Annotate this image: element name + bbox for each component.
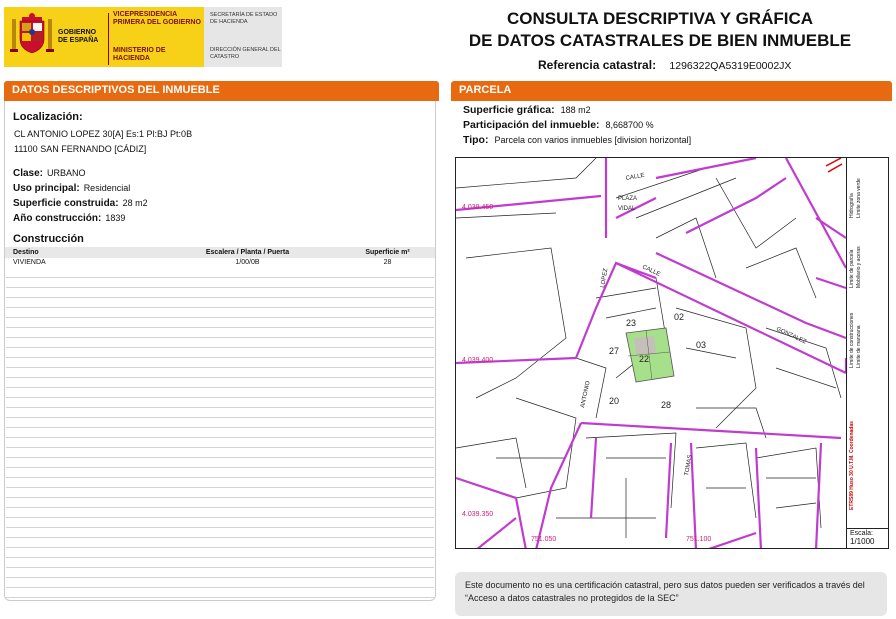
street-label: TOMAS — [684, 454, 694, 477]
header-escalera: Escalera / Planta / Puerta — [205, 249, 290, 256]
section-header-parcela: PARCELA — [451, 81, 892, 101]
tipo-field — [463, 134, 691, 146]
street-label: ANTONIO — [580, 380, 592, 409]
ref-label: Referencia catastral: — [538, 58, 657, 72]
map-drawing — [456, 158, 848, 549]
coord-label: 751.050 — [531, 536, 557, 543]
street-label: CALLE — [625, 172, 646, 182]
hydrography-marker — [826, 158, 842, 172]
government-name: GOBIERNO DE ESPAÑA — [58, 29, 99, 44]
anio-value: 1839 — [105, 213, 126, 223]
participacion-value: 8,668700 % — [605, 120, 654, 130]
construccion-title: Construcción — [13, 233, 84, 245]
anio-field — [13, 213, 125, 224]
legend-item: Límite de construcciones — [849, 312, 855, 368]
legend-item: Hidrografía — [849, 193, 855, 218]
cadastral-map[interactable] — [455, 157, 889, 549]
street-label: PLAZA — [618, 196, 638, 202]
highlighted-parcel[interactable] — [626, 328, 674, 382]
parcel-label: 27 — [609, 346, 620, 356]
coat-of-arms-icon — [10, 11, 54, 59]
cell-superficie: 28 — [383, 259, 392, 266]
clase-label: Clase: — [13, 168, 44, 179]
banner-divider — [108, 13, 109, 65]
parcel-label: 03 — [696, 340, 707, 350]
header-destino: Destino — [13, 249, 39, 256]
participacion-field — [463, 119, 654, 131]
street-label: GONZALEZ — [775, 326, 808, 346]
map-legend — [846, 158, 888, 530]
title-line-2: DE DATOS CATASTRALES DE BIEN INMUEBLE — [468, 31, 852, 50]
sup-grafica-value: 188 m2 — [560, 105, 591, 115]
uso-label: Uso principal: — [13, 183, 80, 194]
superficie-value: 28 m2 — [122, 198, 148, 208]
legend-item: Mobiliario y aceras — [856, 246, 862, 288]
catastro-banner — [204, 7, 282, 67]
ref-value: 1296322QA5319E0002JX — [669, 60, 792, 72]
street-label: VIDAL — [618, 206, 636, 212]
clase-value: URBANO — [47, 168, 86, 178]
parcel-label: 22 — [639, 354, 650, 364]
ministerio-label: MINISTERIO DE HACIENDA — [113, 47, 166, 62]
address-line-2: 11100 SAN FERNANDO [CÁDIZ] — [14, 144, 147, 154]
document-title — [450, 8, 870, 52]
header-superficie: Superficie m² — [365, 249, 410, 256]
uso-value: Residencial — [83, 183, 131, 193]
address-line-1: CL ANTONIO LOPEZ 30[A] Es:1 Pl:BJ Pt:0B — [14, 129, 193, 139]
scale-label: Escala: — [850, 530, 873, 537]
government-banner — [4, 7, 204, 67]
tipo-label: Tipo: — [463, 134, 489, 146]
direccion-label: DIRECCIÓN GENERAL DEL CATASTRO — [210, 47, 281, 60]
cadastral-reference — [538, 58, 791, 72]
construction-table — [5, 247, 435, 267]
superficie-label: Superficie construida: — [13, 198, 119, 209]
uso-field — [13, 183, 130, 194]
legend-item: Límite zona verde — [856, 178, 862, 218]
section-header-descriptive — [4, 81, 439, 101]
parcel-unit-shading — [634, 336, 656, 355]
coord-label: 4.039.400 — [462, 357, 494, 364]
parcel-label: 02 — [674, 312, 685, 322]
superficie-grafica-field — [463, 104, 591, 116]
sup-grafica-label: Superficie gráfica: — [463, 104, 555, 116]
street-labels — [580, 173, 807, 477]
parcel-label: 28 — [661, 400, 672, 410]
coord-label: 4.039.350 — [462, 511, 494, 518]
projection-note: ETRS89 Huso 30 U.T.M. Coordenadas — [849, 421, 855, 510]
table-header — [5, 247, 435, 258]
localizacion-label: Localización: — [13, 111, 83, 123]
coord-label: 4.039.450 — [462, 204, 494, 211]
disclaimer-notice: Este documento no es una certificación catastral, pero sus datos pueden ser verificados a través del “Acceso a datos catastrales no protegidos de la SEC” — [455, 572, 887, 616]
secretaria-label: SECRETARÍA DE ESTADO DE HACIENDA — [210, 12, 278, 25]
map-scale — [846, 528, 888, 548]
vicepresidencia-label: VICEPRESIDENCIA PRIMERA DEL GOBIERNO — [113, 11, 201, 26]
street-label: CALLE — [641, 264, 661, 278]
superficie-field — [13, 198, 148, 209]
legend-item: Límite de parcela — [849, 249, 855, 288]
street-label: LOPEZ — [600, 267, 610, 289]
coord-label: 751.100 — [686, 536, 712, 543]
participacion-label: Participación del inmueble: — [463, 119, 600, 131]
cell-escalera: 1/00/0B — [235, 259, 260, 266]
section-title-b: INMUEBLE — [162, 84, 220, 96]
table-row — [5, 258, 435, 267]
tipo-value: Parcela con varios inmuebles [division horizontal] — [494, 135, 692, 145]
anio-label: Año construcción: — [13, 213, 102, 224]
section-title-a: DATOS DESCRIPTIVOS DEL — [12, 84, 163, 96]
parcel-label: 23 — [626, 318, 637, 328]
government-logo-block — [4, 7, 282, 67]
parcel-label: 20 — [609, 396, 620, 406]
scale-value: 1/1000 — [850, 537, 875, 546]
legend-item: Límite de manzana — [856, 325, 862, 368]
blank-table-rows — [6, 268, 434, 598]
title-line-1: CONSULTA DESCRIPTIVA Y GRÁFICA — [506, 9, 814, 28]
clase-field — [13, 168, 86, 179]
cell-destino: VIVIENDA — [13, 259, 46, 266]
